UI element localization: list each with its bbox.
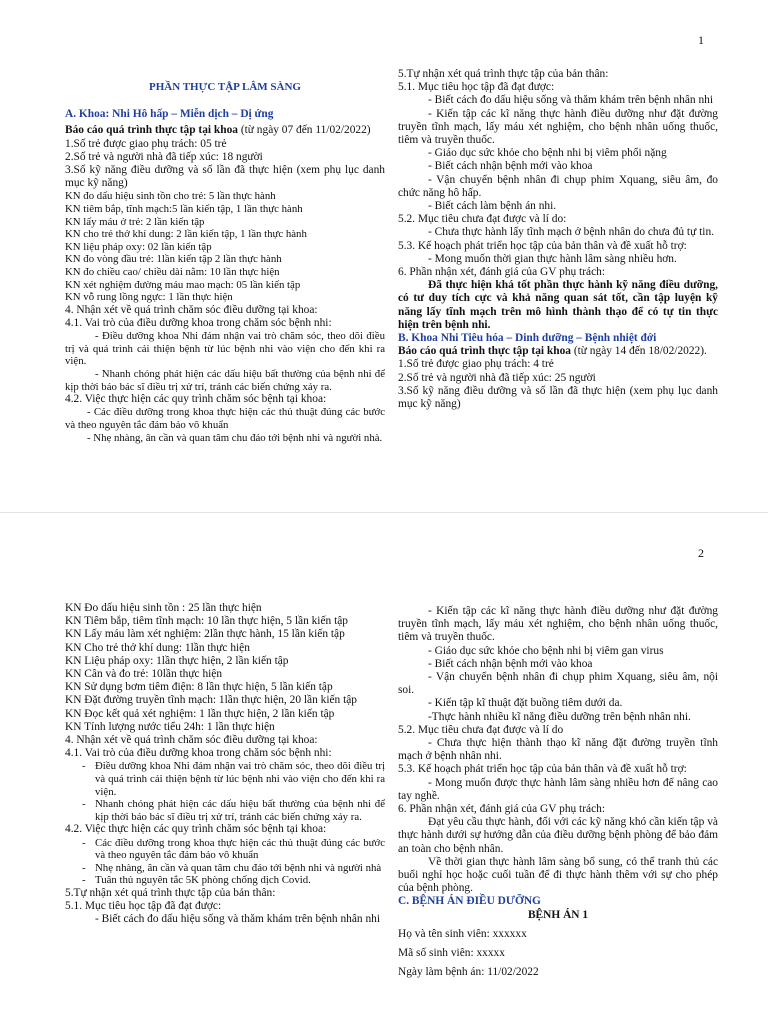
case-title: BỆNH ÁN 1: [527, 908, 589, 921]
skill-item: KN Đo dấu hiệu sinh tồn : 25 lần thực hiện: [65, 602, 262, 614]
section-4-2-heading: 4.2. Việc thực hiện các quy trình chăm sóc bệnh tại khoa:: [65, 393, 327, 406]
skill-item: KN vỗ rung lồng ngực: 1 lần thực hiện: [65, 291, 233, 304]
left-column: [65, 68, 385, 444]
paragraph: - Nhanh chóng phát hiện các dấu hiệu bất thường của bệnh nhi để kịp thời báo bác sĩ điều trị xử trí, tránh các biến chứng xảy ra.: [65, 367, 385, 393]
paragraph: - Biết cách đo dấu hiệu sống và thăm khám trên bệnh nhân nhi: [95, 913, 381, 926]
paragraph: - Chưa thực hiện thành thạo kĩ năng đặt đường truyền tĩnh mạch ở bệnh nhân nhi.: [398, 737, 718, 763]
paragraph: - Chưa thực hành lấy tĩnh mạch ở bệnh nhân do chưa đủ tự tin.: [428, 226, 714, 239]
paragraph: - Mong muốn được thực hành lâm sàng nhiều hơn để nâng cao tay nghề.: [398, 776, 718, 802]
skill-item: KN Lấy máu làm xét nghiệm: 2lần thực hành, 15 lần kiến tập: [65, 628, 345, 641]
report-heading-bold: Báo cáo quá trình thực tập tại khoa: [65, 124, 238, 137]
paragraph: - Biết cách làm bệnh án nhi.: [428, 200, 557, 213]
report-heading-bold: Báo cáo quá trình thực tập tại khoa: [398, 345, 571, 358]
page-number: 1: [698, 33, 704, 47]
page-number: 2: [698, 546, 704, 560]
skill-item: KN Liệu pháp oxy: 1lần thực hiện, 2 lần kiến tập: [65, 654, 289, 667]
list-item: - Nhẹ nhàng, ân cần và quan tâm chu đáo tới bệnh nhi và người nhà: [95, 862, 385, 875]
student-id: Mã số sinh viên: xxxxx: [398, 947, 505, 960]
document-title: PHẦN THỰC TẬP LÂM SÀNG: [149, 81, 301, 93]
section-6-heading: 6. Phần nhận xét, đánh giá của GV phụ trách:: [398, 266, 605, 279]
report-heading-dates: (từ ngày 07 đến 11/02/2022): [237, 124, 371, 137]
section-4-1-heading: 4.1. Vai trò của điều dưỡng khoa trong chăm sóc bệnh nhi:: [65, 316, 332, 329]
section-5-heading: 5.Tự nhận xét quá trình thực tập của bản thân:: [398, 68, 609, 80]
paragraph: - Biết cách nhận bệnh mới vào khoa: [428, 160, 593, 173]
paragraph: - Biết cách nhận bệnh mới vào khoa: [428, 657, 593, 670]
paragraph: - Biết cách đo dấu hiệu sống và thăm khám trên bệnh nhân nhi: [428, 94, 714, 107]
paragraph: - Kiến tập các kĩ năng thực hành điều dưỡng như đặt đường truyền tĩnh mạch, lấy máu xét nghiệm, cho bệnh nhân uống thuốc, tiêm và truyền thuốc.: [398, 605, 718, 644]
paragraph: - Kiến tập kĩ thuật đặt buồng tiêm dưới da.: [428, 697, 623, 710]
skills-list: [65, 602, 385, 734]
paragraph: - Mong muốn thời gian thực hành lâm sàng nhiều hơn.: [428, 252, 677, 265]
paragraph: - Kiến tập các kĩ năng thực hành điều dưỡng như đặt đường truyền tĩnh mạch, lấy máu xét nghiệm, cho bệnh nhân uống thuốc, tiêm và truyền thuốc.: [398, 107, 718, 147]
document-page-1: [0, 0, 768, 512]
skills-list: [65, 190, 385, 303]
section-5-3-heading: 5.3. Kế hoạch phát triển học tập của bản thân và đề xuất hỗ trợ:: [398, 239, 687, 252]
section-4-heading: 4. Nhận xét về quá trình chăm sóc điều dưỡng tại khoa:: [65, 303, 318, 316]
skills-heading: 3.Số kỹ năng điều dưỡng và số lần đã thực hiện (xem phụ lục danh mục kỹ năng): [65, 164, 385, 190]
document-page-2: [0, 512, 768, 1025]
skills-heading: 3.Số kỹ năng điều dưỡng và số lần đã thực hiện (xem phụ lục danh mục kỹ năng): [398, 384, 718, 411]
section-5-heading: 5.Tự nhận xét quá trình thực tập của bản thân:: [65, 886, 276, 899]
paragraph: - Vận chuyển bệnh nhân đi chụp phim Xquang, siêu âm, đo chức năng hô hấp.: [398, 173, 718, 199]
skill-item: KN xét nghiệm đường máu mao mạch: 05 lần kiến tập: [65, 278, 301, 291]
paragraph: - Điều dưỡng khoa Nhi đảm nhận vai trò chăm sóc, theo dõi điều trị và quá trình cải thiện bệnh từ lúc bệnh nhi vào viện cho đến khi ra viện.: [65, 330, 385, 368]
skill-item: KN tiêm bắp, tĩnh mạch:5 lần kiến tập, 1 lần thực hành: [65, 203, 303, 216]
children-count: 1.Số trẻ được giao phụ trách: 4 trẻ: [398, 358, 554, 371]
section-4-2-heading: 4.2. Việc thực hiện các quy trình chăm sóc bệnh tại khoa:: [65, 823, 327, 836]
paragraph: - Nhẹ nhàng, ân cần và quan tâm chu đáo tới bệnh nhi và người nhà.: [87, 431, 383, 444]
skill-item: KN Cho trẻ thở khí dung: 1lần thực hiện: [65, 641, 250, 654]
report-heading-dates: (từ ngày 14 đến 18/02/2022).: [570, 345, 707, 358]
skill-item: KN Cân và đo trẻ: 10lần thực hiện: [65, 668, 223, 681]
right-column: [398, 605, 718, 979]
section-a-heading: A. Khoa: Nhi Hô hấp – Miễn dịch – Dị ứng: [65, 108, 274, 121]
section-4-heading: 4. Nhận xét về quá trình chăm sóc điều dưỡng tại khoa:: [65, 734, 318, 747]
contacts-count: 2.Số trẻ và người nhà đã tiếp xúc: 25 người: [398, 371, 596, 384]
student-name: Họ và tên sinh viên: xxxxxx: [398, 927, 527, 940]
skill-item: KN đo dấu hiệu sinh tồn cho trẻ: 5 lần thực hành: [65, 190, 276, 203]
skill-item: KN đo vòng đầu trẻ: 1lần kiến tập 2 lần thực hành: [65, 253, 282, 266]
section-5-1-heading: 5.1. Mục tiêu học tập đã đạt được:: [65, 900, 222, 913]
children-count: 1.Số trẻ được giao phụ trách: 05 trẻ: [65, 137, 227, 150]
paragraph: -Thực hành nhiều kĩ năng điều dưỡng trên bệnh nhân nhi.: [428, 710, 691, 723]
instructor-comment: Đạt yêu cầu thực hành, đối với các kỹ năng khó cần kiến tập và thực hành dưới sự hướng dẫn của điều dưỡng bệnh phòng để bảo đảm an toàn cho bệnh nhân.: [398, 816, 718, 855]
skill-item: KN Đọc kết quả xét nghiệm: 1 lần thực hiện, 2 lần kiến tập: [65, 707, 335, 720]
skill-item: KN Đặt đường truyền tĩnh mạch: 1lần thực hiện, 20 lần kiến tập: [65, 694, 357, 707]
skill-item: KN lấy máu ở trẻ: 2 lần kiến tập: [65, 215, 205, 228]
section-6-heading: 6. Phần nhận xét, đánh giá của GV phụ trách:: [398, 803, 605, 816]
list-item: - Các điều dưỡng trong khoa thực hiện các thủ thuật đúng các bước và theo nguyên tắc đảm bảo vô khuẩn: [95, 837, 385, 862]
skill-item: KN liệu pháp oxy: 02 lần kiến tập: [65, 240, 212, 253]
section-c-heading: C. BỆNH ÁN ĐIỀU DƯỠNG: [398, 895, 541, 908]
section-b-heading: B. Khoa Nhi Tiêu hóa – Dinh dưỡng – Bệnh nhiệt đới: [398, 332, 657, 345]
section-5-2-heading: 5.2. Mục tiêu chưa đạt được và lí do:: [398, 213, 567, 226]
role-list: [65, 760, 385, 823]
paragraph: - Giáo dục sức khỏe cho bệnh nhi bị viêm gan virus: [428, 644, 664, 657]
contacts-count: 2.Số trẻ và người nhà đã tiếp xúc: 18 người: [65, 150, 263, 163]
section-5-1-heading: 5.1. Mục tiêu học tập đã đạt được:: [398, 81, 555, 94]
list-item: - Nhanh chóng phát hiện các dấu hiệu bất thường của bệnh nhi để kịp thời báo bác sĩ điều trị xử trí, tránh các biến chứng xảy ra.: [95, 798, 385, 823]
paragraph: - Vận chuyển bệnh nhân đi chụp phim Xquang, siêu âm, nội soi.: [398, 671, 718, 697]
case-date: Ngày làm bệnh án: 11/02/2022: [398, 966, 539, 979]
procedure-list: [65, 837, 385, 887]
section-5-3-heading: 5.3. Kế hoạch phát triển học tập của bản thân và đề xuất hỗ trợ:: [398, 763, 687, 776]
skill-item: KN đo chiều cao/ chiều dài nằm: 10 lần thực hiện: [65, 265, 280, 278]
list-item: - Điều dưỡng khoa Nhi đảm nhận vai trò chăm sóc, theo dõi điều trị và quá trình cải thiện bệnh từ lúc bệnh nhi vào viện cho đến khi ra viện.: [95, 760, 385, 798]
section-4-1-heading: 4.1. Vai trò của điều dưỡng khoa trong chăm sóc bệnh nhi:: [65, 747, 332, 760]
report-heading: [65, 124, 385, 137]
right-column: [398, 68, 718, 411]
skill-item: KN Tiêm bắp, tiêm tĩnh mạch: 10 lần thực hiện, 5 lần kiến tập: [65, 615, 348, 628]
left-column: [65, 602, 385, 927]
instructor-comment: Đã thực hiện khá tốt phần thực hành kỹ năng điều dưỡng, có tư duy tích cực và khả năng quan sát tốt, cần tập luyện kỹ năng lấy tĩnh mạch trên mô hình thành thạo để có tự tin thực hiện trên bệnh nhi.: [398, 279, 718, 331]
skill-item: KN cho trẻ thở khí dung: 2 lần kiến tập, 1 lần thực hành: [65, 228, 307, 241]
skill-item: KN Tính lượng nước tiểu 24h: 1 lần thực hiện: [65, 720, 275, 733]
paragraph: - Giáo dục sức khỏe cho bệnh nhi bị viêm phổi nặng: [428, 147, 667, 160]
paragraph: - Các điều dưỡng trong khoa thực hiện các thủ thuật đúng các bước và theo nguyên tắc đảm bảo vô khuẩn: [65, 406, 385, 431]
report-heading: [398, 345, 718, 358]
instructor-comment: Về thời gian thực hành lâm sàng bổ sung, có thể tranh thủ các buổi nghỉ học hoặc cuối tuần để đi thực hành thêm với sự cho phép của bệnh phòng.: [398, 855, 718, 895]
skill-item: KN Sử dụng bơm tiêm điện: 8 lần thực hiện, 5 lần kiến tập: [65, 681, 333, 694]
section-5-2-heading: 5.2. Mục tiêu chưa đạt được và lí do: [398, 723, 564, 736]
list-item: - Tuân thủ nguyên tắc 5K phòng chống dịch Covid.: [95, 874, 385, 887]
